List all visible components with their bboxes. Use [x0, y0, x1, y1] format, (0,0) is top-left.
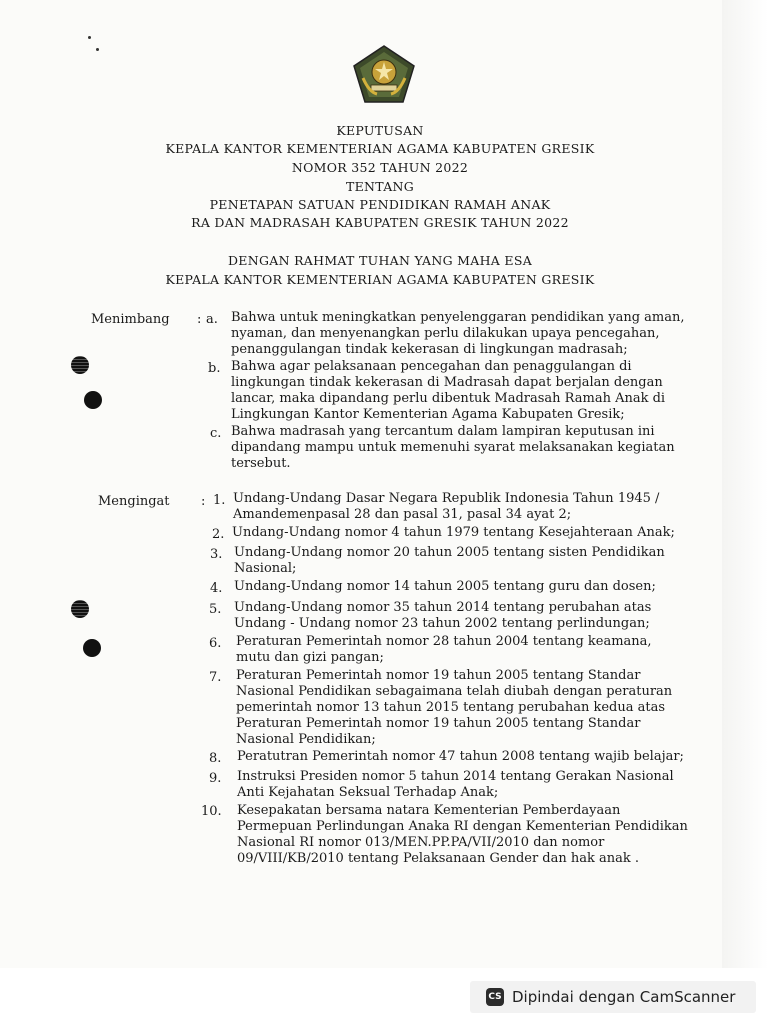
- mengingat-marker-2: 2.: [212, 527, 225, 542]
- camscanner-watermark: [470, 981, 756, 1013]
- mengingat-colon: :: [201, 494, 206, 509]
- mengingat-item-10: Kesepakatan bersama natara Kementerian Pemberdayaan Permepuan Perlindungan Anaka RI dengan Kementerian Pendidikan Nasional RI nomor 013/MEN.PP.PA/VII/2010 dan nomor 09/VIII/KB/2010 tentang Pelaksanaan Gender dan hak anak .: [237, 803, 688, 866]
- mengingat-item-7: Peraturan Pemerintah nomor 19 tahun 2005 tentang Standar Nasional Pendidikan sebagaimana telah diubah dengan peraturan pemerintah nomor 13 tahun 2015 tentang perubahan kedua atas Peraturan Pemerintah nomor 19 tahun 2005 tentang Standar Nasional Pendidikan;: [236, 668, 673, 747]
- header-issuer: KEPALA KANTOR KEMENTERIAN AGAMA KABUPATEN GRESIK: [165, 272, 595, 287]
- mengingat-marker-3: 3.: [210, 547, 223, 562]
- punch-hole: [83, 639, 101, 657]
- menimbang-colon: :: [197, 312, 202, 327]
- mengingat-marker-6: 6.: [209, 636, 222, 651]
- page-edge: [722, 0, 768, 968]
- header-subject-2: RA DAN MADRASAH KABUPATEN GRESIK TAHUN 2022: [191, 215, 569, 230]
- menimbang-marker-a: a.: [206, 312, 218, 327]
- speck: [96, 48, 99, 51]
- mengingat-marker-1: 1.: [213, 493, 226, 508]
- mengingat-item-9: Instruksi Presiden nomor 5 tahun 2014 tentang Gerakan Nasional Anti Kejahatan Seksual Terhadap Anak;: [237, 769, 674, 800]
- camscanner-text: Dipindai dengan CamScanner: [512, 988, 736, 1006]
- mengingat-item-8: Peratutran Pemerintah nomor 47 tahun 2008 tentang wajib belajar;: [237, 749, 684, 764]
- camscanner-icon: CS: [486, 988, 504, 1006]
- mengingat-item-3: Undang-Undang nomor 20 tahun 2005 tentang sisten Pendidikan Nasional;: [234, 545, 665, 576]
- menimbang-label: Menimbang: [91, 312, 170, 327]
- speck: [88, 36, 91, 39]
- mengingat-label: Mengingat: [98, 494, 170, 509]
- mengingat-marker-5: 5.: [209, 602, 222, 617]
- mengingat-item-5: Undang-Undang nomor 35 tahun 2014 tentang perubahan atas Undang - Undang nomor 23 tahun 2002 tentang perlindungan;: [234, 600, 652, 631]
- mengingat-item-2: Undang-Undang nomor 4 tahun 1979 tentang Kesejahteraan Anak;: [232, 525, 675, 540]
- menimbang-marker-b: b.: [208, 361, 221, 376]
- header-tentang: TENTANG: [345, 179, 415, 194]
- decree-title: KEPUTUSAN: [336, 123, 424, 138]
- punch-hole: [71, 356, 89, 374]
- menimbang-item-c: Bahwa madrasah yang tercantum dalam lampiran keputusan ini dipandang mampu untuk memenuhi syarat melaksanakan kegiatan tersebut.: [231, 424, 675, 471]
- mengingat-marker-10: 10.: [201, 804, 222, 819]
- header-number: NOMOR 352 TAHUN 2022: [291, 160, 469, 175]
- header-invocation: DENGAN RAHMAT TUHAN YANG MAHA ESA: [227, 253, 533, 268]
- mengingat-marker-7: 7.: [209, 670, 222, 685]
- menimbang-item-b: Bahwa agar pelaksanaan pencegahan dan penaggulangan di lingkungan tindak kekerasan di Madrasah dapat berjalan dengan lancar, maka dipandang perlu dibentuk Madrasah Ramah Anak di Lingkungan Kantor Kementerian Agama Kabupaten Gresik;: [231, 359, 666, 422]
- menimbang-marker-c: c.: [210, 426, 222, 441]
- header-office: KEPALA KANTOR KEMENTERIAN AGAMA KABUPATEN GRESIK: [165, 141, 595, 156]
- mengingat-item-4: Undang-Undang nomor 14 tahun 2005 tentang guru dan dosen;: [234, 579, 656, 594]
- kemenag-emblem-icon: [351, 44, 417, 104]
- mengingat-item-1: Undang-Undang Dasar Negara Republik Indonesia Tahun 1945 / Amandemenpasal 28 dan pasal 31, pasal 34 ayat 2;: [233, 491, 660, 522]
- menimbang-item-a: Bahwa untuk meningkatkan penyelenggaran pendidikan yang aman, nyaman, dan menyenangkan perlu dilakukan upaya pencegahan, penanggulangan tindak kekerasan di lingkungan madrasah;: [231, 310, 685, 357]
- mengingat-marker-8: 8.: [209, 751, 222, 766]
- mengingat-item-6: Peraturan Pemerintah nomor 28 tahun 2004 tentang keamana, mutu dan gizi pangan;: [236, 634, 652, 665]
- header-subject-1: PENETAPAN SATUAN PENDIDIKAN RAMAH ANAK: [209, 197, 551, 212]
- mengingat-marker-9: 9.: [209, 771, 222, 786]
- punch-hole: [84, 391, 102, 409]
- mengingat-marker-4: 4.: [210, 581, 223, 596]
- punch-hole: [71, 600, 89, 618]
